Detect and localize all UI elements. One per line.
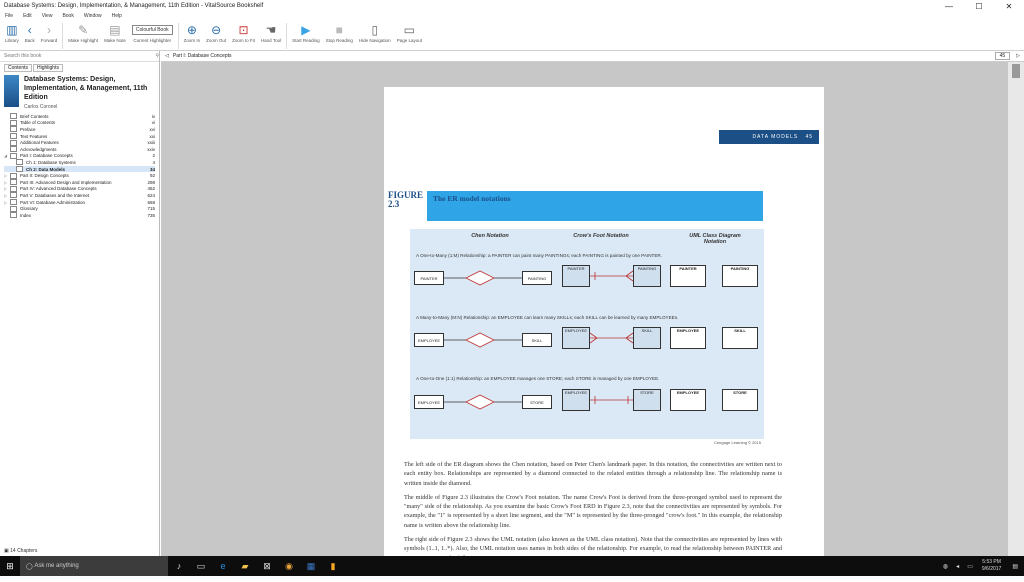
- er-notation-figure: [410, 229, 764, 439]
- maximize-button[interactable]: ☐: [975, 1, 983, 11]
- task-view-icon[interactable]: ▭: [196, 560, 206, 571]
- vertical-scrollbar[interactable]: [1008, 62, 1024, 556]
- page-icon: [10, 120, 17, 126]
- uml-class: PAINTER: [670, 265, 706, 287]
- page-icon: [10, 146, 17, 152]
- page-number-input[interactable]: 45: [995, 52, 1011, 60]
- page-layout-button[interactable]: ▭ Page Layout: [396, 22, 422, 43]
- toc-item[interactable]: Glossary 715: [4, 205, 155, 212]
- toc-item[interactable]: ▷ Part V: Databases and the Internet 624: [4, 192, 155, 198]
- paragraph: The middle of Figure 2.3 illustrates the Crow's Foot notation. The name Crow's Foot is derived from the three-pronged symbol used to represent the "many" side of the relationship. As you examine the basic Crow's Foot ERD in Figure 2.3, note that the connectivities are represented by symbols. For example, the "1" is represented by a short line segment, and the "M" is represented by the three-pronged "crow's foot." In this example, the relationship name is written above the relationship line.: [404, 493, 782, 529]
- action-center-icon[interactable]: ▤: [1012, 563, 1018, 570]
- uml-class: EMPLOYEE: [670, 327, 706, 349]
- page-icon: [10, 212, 17, 218]
- page-icon: [10, 192, 17, 198]
- zoom-out-icon: ⊖: [211, 22, 222, 37]
- forward-icon: ›: [47, 22, 52, 37]
- make-note-button[interactable]: ▤ Make Note: [104, 22, 126, 43]
- search-input[interactable]: Search this book: [4, 53, 42, 59]
- crows-foot-entity: STORE: [633, 389, 661, 411]
- uml-class: PAINTING: [722, 265, 758, 287]
- toc-item[interactable]: ▷ Part III: Advanced Design and Implementation 298: [4, 179, 155, 185]
- entity-box: EMPLOYEE: [414, 333, 444, 347]
- book-author: Carlos Coronel: [24, 104, 58, 110]
- chapters-icon: ▣: [4, 548, 11, 554]
- page-icon: [16, 166, 23, 172]
- toolbar: [0, 21, 1024, 51]
- figure-label: FIGURE 2.3: [388, 190, 424, 209]
- toc-item[interactable]: ▷ Part VI: Database Administration 668: [4, 199, 155, 205]
- copyright: Cengage Learning © 2015: [714, 440, 761, 445]
- relationship-11: A One-to-One (1:1) Relationship: an EMPLOYEE manages one STORE; each STORE is managed by one EMPLOYEE.: [416, 376, 660, 381]
- make-highlight-button[interactable]: ✎ Make Highlight: [68, 22, 99, 43]
- paragraph: The left side of the ER diagram shows the Chen notation, based on Peter Chen's landmark paper. In this notation, the connectivities are written next to each entity box. Relationships are represented by a diamond connected to the related entities through a relationship line. The relationship name is written inside the diamond.: [404, 461, 782, 487]
- collapse-arrow-icon[interactable]: ◢: [4, 153, 8, 159]
- expand-arrow-icon[interactable]: ▷: [4, 192, 8, 198]
- uml-class: EMPLOYEE: [670, 389, 706, 411]
- uml-class: SKILL: [722, 327, 758, 349]
- clock[interactable]: 5:53 PM 9/6/2017: [981, 559, 1002, 572]
- library-button[interactable]: ▥ Library: [5, 22, 19, 43]
- book-header: [0, 72, 159, 113]
- highlighter-dropdown[interactable]: Colourful Book: [132, 25, 173, 35]
- navigation-pane: [0, 51, 160, 556]
- table-of-contents: [0, 113, 159, 219]
- book-title: Database Systems: Design, Implementation, & Management, 11th Edition: [24, 76, 148, 101]
- menu-book[interactable]: Book: [62, 13, 74, 19]
- chen-diamond: [444, 269, 528, 287]
- current-highlighter-select[interactable]: Colourful Book Current Highlighter: [133, 26, 172, 43]
- hide-nav-icon: ▯: [371, 22, 379, 37]
- prev-page-icon[interactable]: ◁: [165, 53, 169, 59]
- book-page: [384, 87, 824, 556]
- close-button[interactable]: ✕: [1005, 1, 1013, 11]
- uml-class: STORE: [722, 389, 758, 411]
- file-explorer-icon[interactable]: ▰: [241, 560, 249, 571]
- crows-foot-line: [590, 331, 633, 345]
- highlighter-icon: ✎: [78, 22, 89, 37]
- cortana-icon: ◯: [26, 563, 35, 570]
- expand-arrow-icon[interactable]: ▷: [4, 173, 8, 179]
- paragraph: The right side of Figure 2.3 shows the UML notation (also known as the UML class notation). Note that the connectivities are represented by lines with symbols (1..1, 1..*). Also, the UML notation uses names in both sides of the relationship. For example, to read the relationship between PAINTER and: [404, 536, 782, 553]
- chen-diamond: [444, 393, 528, 411]
- network-icon[interactable]: ◍: [942, 563, 949, 570]
- play-icon: ▶: [301, 22, 311, 37]
- page-layout-icon: ▭: [403, 22, 416, 37]
- location-path: Part I: Database Concepts: [172, 53, 232, 59]
- scrollbar-thumb[interactable]: [1012, 64, 1020, 78]
- crows-foot-entity: SKILL: [633, 327, 661, 349]
- toc-item-selected[interactable]: Ch 2: Data Models 34: [4, 166, 155, 173]
- menu-file[interactable]: File: [5, 13, 14, 19]
- minimize-button[interactable]: —: [945, 1, 953, 11]
- microphone-icon[interactable]: ♪: [176, 561, 182, 571]
- relationship-1m: A One-to-Many (1:M) Relationship: a PAINTER can paint many PAINTINGs; each PAINTING is painted by one PAINTER.: [416, 253, 663, 258]
- page-icon: [10, 126, 17, 132]
- hand-tool-button[interactable]: ☚ Hand Tool: [260, 22, 282, 43]
- entity-box: EMPLOYEE: [414, 395, 444, 409]
- toc-item[interactable]: Text Features xxi: [4, 133, 155, 140]
- crows-foot-entity: PAINTER: [562, 265, 590, 287]
- page-icon: [10, 140, 17, 146]
- page-icon: [10, 153, 17, 159]
- back-icon: ‹: [27, 22, 32, 37]
- toc-item[interactable]: Preface xvi: [4, 126, 155, 133]
- store-icon[interactable]: ⊠: [263, 560, 271, 571]
- page-icon: [10, 113, 17, 119]
- title-bar: [0, 0, 1024, 12]
- expand-arrow-icon[interactable]: ▷: [4, 179, 8, 185]
- reader-view: [161, 51, 1024, 556]
- chen-diamond: [444, 331, 528, 349]
- page-icon: [16, 159, 23, 165]
- book-search: [0, 51, 159, 62]
- crows-foot-line: [590, 393, 633, 407]
- toc-item[interactable]: Table of Contents vi: [4, 120, 155, 127]
- page-icon: [10, 186, 17, 192]
- menu-edit[interactable]: Edit: [23, 13, 32, 19]
- pane-tabs: [0, 62, 159, 72]
- zoom-in-icon: ⊕: [186, 22, 197, 37]
- chrome-icon[interactable]: ◉: [285, 560, 293, 571]
- relationship-mn: A Many-to-Many (M:N) Relationship: an EMPLOYEE can learn many SKILLs; each SKILL can be learned by many EMPLOYEEs.: [416, 315, 679, 320]
- tab-contents[interactable]: Contents: [4, 64, 32, 72]
- crows-foot-entity: PAINTING: [633, 265, 661, 287]
- keyboard-icon[interactable]: ▭: [967, 563, 973, 570]
- entity-box: PAINTING: [522, 271, 552, 285]
- separator: [62, 23, 63, 49]
- expand-arrow-icon[interactable]: ▷: [4, 199, 8, 205]
- stop-icon: ■: [335, 22, 343, 37]
- crows-foot-entity: EMPLOYEE: [562, 389, 590, 411]
- toc-item[interactable]: Brief Contents iv: [4, 113, 155, 120]
- page-icon: [10, 133, 17, 139]
- library-icon: ▥: [6, 22, 18, 37]
- tab-highlights[interactable]: Highlights: [33, 64, 63, 72]
- search-icon[interactable]: ⚲: [155, 53, 159, 59]
- volume-icon[interactable]: ◂: [956, 563, 960, 570]
- expand-arrow-icon[interactable]: ▷: [4, 186, 8, 192]
- word-icon[interactable]: ▦: [306, 560, 316, 571]
- crows-foot-line: [590, 269, 633, 283]
- entity-box: PAINTER: [414, 271, 444, 285]
- page-icon: [10, 206, 17, 212]
- toc-item[interactable]: ▷ Part II: Design Concepts 92: [4, 173, 155, 179]
- hand-icon: ☚: [265, 22, 277, 37]
- chapters-count: ▣ 14 Chapters: [4, 548, 38, 554]
- zoom-fit-icon: ⊡: [238, 22, 249, 37]
- column-chen: Chen Notation: [471, 233, 509, 239]
- note-icon: ▤: [109, 22, 121, 37]
- next-page-icon[interactable]: ▷: [1016, 53, 1020, 59]
- toc-item[interactable]: Ch 1: Database Systems 4: [4, 159, 155, 166]
- menu-help[interactable]: Help: [111, 13, 122, 19]
- zoom-in-button[interactable]: ⊕ Zoom In: [183, 22, 201, 43]
- toc-item[interactable]: ▷ Part IV: Advanced Database Concepts 452: [4, 186, 155, 192]
- toc-item[interactable]: Additional Features xxiii: [4, 139, 155, 146]
- separator: [286, 23, 287, 49]
- zoom-fit-button[interactable]: ⊡ Zoom to Fit: [232, 22, 255, 43]
- book-cover: [4, 75, 19, 107]
- toc-item[interactable]: ◢ Part I: Database Concepts 2: [4, 153, 155, 159]
- system-tray: [939, 559, 1024, 573]
- running-header: DATA MODELS 45: [719, 130, 819, 144]
- window-title: Database Systems: Design, Implementation, & Management, 11th Edition - VitalSource Bookshelf: [4, 3, 264, 9]
- zoom-out-button[interactable]: ⊖ Zoom Out: [206, 22, 227, 43]
- toc-item[interactable]: Acknowledgments xxiv: [4, 146, 155, 153]
- crows-foot-entity: EMPLOYEE: [562, 327, 590, 349]
- separator: [178, 23, 179, 49]
- toc-item[interactable]: Index 735: [4, 212, 155, 219]
- menu-view[interactable]: View: [41, 13, 53, 19]
- hide-navigation-button[interactable]: ▯ Hide Navigation: [358, 22, 391, 43]
- vitalsource-icon[interactable]: ▮: [330, 560, 336, 571]
- back-button[interactable]: ‹ Back: [24, 22, 35, 43]
- page-icon: [10, 173, 17, 179]
- stop-reading-button[interactable]: ■ Stop Reading: [325, 22, 353, 43]
- entity-box: STORE: [522, 395, 552, 409]
- entity-box: SKILL: [522, 333, 552, 347]
- menu-window[interactable]: Window: [83, 13, 102, 19]
- column-uml: UML Class Diagram Notation: [689, 233, 741, 245]
- location-bar: [161, 51, 1024, 62]
- page-icon: [10, 199, 17, 205]
- menu-bar: [0, 12, 1024, 21]
- taskbar: [0, 556, 1024, 576]
- cortana-search[interactable]: ◯ Ask me anything: [20, 556, 168, 576]
- windows-start-icon[interactable]: ⊞: [6, 560, 14, 571]
- column-crows-foot: Crow's Foot Notation: [573, 233, 629, 239]
- edge-icon[interactable]: e: [220, 561, 226, 571]
- forward-button[interactable]: › Forward: [40, 22, 58, 43]
- figure-title: The ER model notations: [427, 191, 763, 221]
- page-icon: [10, 179, 17, 185]
- start-reading-button[interactable]: ▶ Start Reading: [292, 22, 320, 43]
